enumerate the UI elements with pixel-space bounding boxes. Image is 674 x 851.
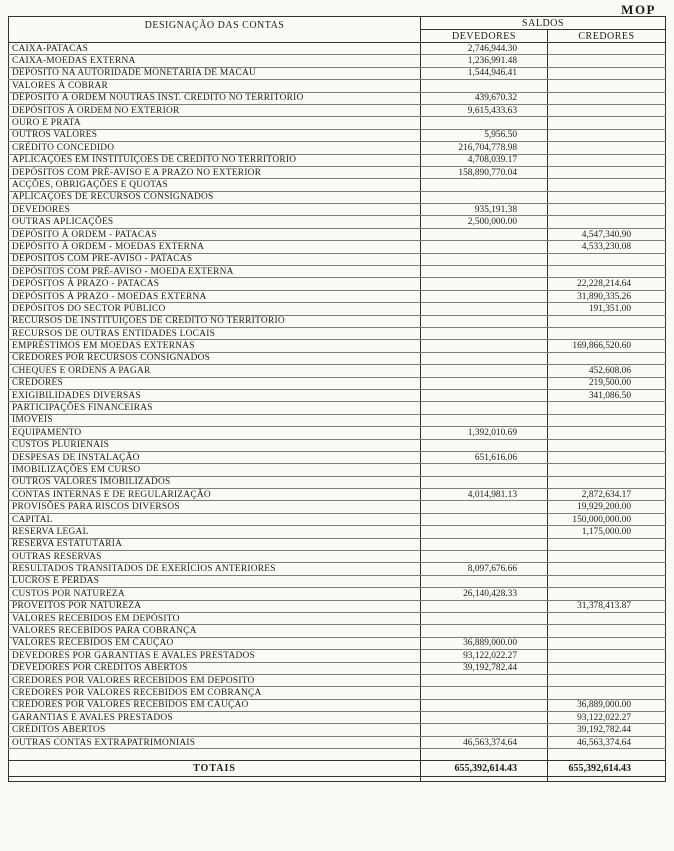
tail-spacer-row: [9, 777, 666, 782]
credores-amount: [548, 104, 666, 116]
credores-amount: 341,086.50: [548, 389, 666, 401]
table-row: [9, 129, 666, 141]
table-row: [9, 662, 666, 674]
credores-amount: [548, 117, 666, 129]
credores-amount: 46,563,374.64: [548, 736, 666, 748]
devedores-amount: [421, 179, 548, 191]
credores-amount: 31,378,413.87: [548, 600, 666, 612]
account-label: APLICAÇÕES DE RECURSOS CONSIGNADOS: [9, 191, 421, 203]
table-row: [9, 191, 666, 203]
table-row: [9, 266, 666, 278]
account-label: CREDORES POR VALORES RECEBIDOS EM DEPOSITO: [9, 674, 421, 686]
table-row: [9, 253, 666, 265]
credores-amount: [548, 80, 666, 92]
devedores-amount: 9,615,433.63: [421, 104, 548, 116]
credores-amount: [548, 142, 666, 154]
credores-amount: [548, 625, 666, 637]
table-row: [9, 427, 666, 439]
table-row: [9, 439, 666, 451]
table-row: [9, 104, 666, 116]
account-label: RESULTADOS TRANSITADOS DE EXERÍCIOS ANTERIORES: [9, 563, 421, 575]
devedores-amount: [421, 612, 548, 624]
devedores-amount: [421, 352, 548, 364]
account-label: CUSTOS PLURIENAIS: [9, 439, 421, 451]
credores-amount: [548, 266, 666, 278]
credores-amount: [548, 612, 666, 624]
credores-amount: [548, 687, 666, 699]
credores-amount: [548, 92, 666, 104]
account-label: CREDORES POR RECURSOS CONSIGNADOS: [9, 352, 421, 364]
devedores-amount: [421, 377, 548, 389]
credores-amount: [548, 55, 666, 67]
account-label: DEPÓSITOS COM PRÉ-AVISO E A PRAZO NO EXTERIOR: [9, 166, 421, 178]
account-label: EXIGIBILIDADES DIVERSAS: [9, 389, 421, 401]
devedores-amount: 2,500,000.00: [421, 216, 548, 228]
account-label: VALORES RECEBIDOS EM DEPÓSITO: [9, 612, 421, 624]
table-row: [9, 563, 666, 575]
col-header-devedores: DEVEDORES: [421, 30, 548, 43]
account-label: CUSTOS POR NATUREZA: [9, 588, 421, 600]
table-row: [9, 551, 666, 563]
credores-amount: [548, 179, 666, 191]
credores-amount: [548, 637, 666, 649]
devedores-amount: 39,192,782.44: [421, 662, 548, 674]
devedores-amount: 46,563,374.64: [421, 736, 548, 748]
devedores-amount: 2,746,944.30: [421, 43, 548, 55]
account-label: CREDORES: [9, 377, 421, 389]
credores-amount: 2,872,634.17: [548, 489, 666, 501]
devedores-amount: [421, 327, 548, 339]
credores-amount: [548, 674, 666, 686]
account-label: ACÇÕES, OBRIGAÇÕES E QUOTAS: [9, 179, 421, 191]
table-row: [9, 241, 666, 253]
account-label: DEPÓSITOS COM PRÉ-AVISO - PATACAS: [9, 253, 421, 265]
account-label: EMPRÉSTIMOS EM MOEDAS EXTERNAS: [9, 340, 421, 352]
devedores-amount: [421, 266, 548, 278]
account-label: OUTROS VALORES: [9, 129, 421, 141]
account-label: OUTRAS APLICAÇÕES: [9, 216, 421, 228]
table-row: [9, 588, 666, 600]
devedores-amount: [421, 278, 548, 290]
table-row: [9, 142, 666, 154]
totals-row: [9, 761, 666, 777]
devedores-amount: [421, 501, 548, 513]
devedores-amount: [421, 340, 548, 352]
table-row: [9, 43, 666, 55]
account-label: DEPÓSITOS À PRAZO - PATACAS: [9, 278, 421, 290]
credores-amount: [548, 464, 666, 476]
devedores-amount: [421, 191, 548, 203]
account-label: DEPÓSITOS DO SECTOR PÚBLICO: [9, 303, 421, 315]
table-row: [9, 513, 666, 525]
credores-amount: 39,192,782.44: [548, 724, 666, 736]
credores-amount: [548, 154, 666, 166]
credores-amount: [548, 166, 666, 178]
table-row: [9, 204, 666, 216]
table-row: [9, 278, 666, 290]
table-row: [9, 377, 666, 389]
devedores-amount: [421, 699, 548, 711]
totals-credores-amount: 655,392,614.43: [548, 761, 666, 777]
devedores-amount: 439,670.32: [421, 92, 548, 104]
account-label: RECURSOS DE OUTRAS ENTIDADES LOCAIS: [9, 327, 421, 339]
totals-devedores-amount: 655,392,614.43: [421, 761, 548, 777]
devedores-amount: 26,140,428.33: [421, 588, 548, 600]
account-label: GARANTIAS E AVALES PRESTADOS: [9, 712, 421, 724]
currency-label: MOP: [621, 2, 656, 17]
devedores-amount: [421, 389, 548, 401]
table-row: [9, 637, 666, 649]
devedores-amount: [421, 674, 548, 686]
table-row: [9, 216, 666, 228]
credores-amount: [548, 253, 666, 265]
credores-amount: [548, 402, 666, 414]
devedores-amount: [421, 414, 548, 426]
table-row: [9, 228, 666, 240]
credores-amount: 4,533,230.08: [548, 241, 666, 253]
table-row: [9, 612, 666, 624]
credores-amount: [548, 191, 666, 203]
table-row: [9, 489, 666, 501]
devedores-amount: [421, 625, 548, 637]
account-label: DEPÓSITO NA AUTORIDADE MONETÁRIA DE MACAU: [9, 67, 421, 79]
devedores-amount: [421, 315, 548, 327]
table-row: [9, 476, 666, 488]
devedores-amount: 1,544,946.41: [421, 67, 548, 79]
table-row: [9, 327, 666, 339]
devedores-amount: 4,014,981.13: [421, 489, 548, 501]
devedores-amount: 5,956.50: [421, 129, 548, 141]
account-label: RECURSOS DE INSTITUIÇÕES DE CRÉDITO NO TERRITÓRIO: [9, 315, 421, 327]
account-label: DEPÓSITOS À PRAZO - MOEDAS EXTERNA: [9, 290, 421, 302]
account-label: DEPÓSITO À ORDEM - MOEDAS EXTERNA: [9, 241, 421, 253]
credores-amount: [548, 575, 666, 587]
credores-amount: 4,547,340.90: [548, 228, 666, 240]
account-label: DEVEDORES POR GARANTIAS E AVALES PRESTADOS: [9, 650, 421, 662]
credores-amount: [548, 327, 666, 339]
credores-amount: 219,500.00: [548, 377, 666, 389]
table-row: [9, 166, 666, 178]
account-label: EQUIPAMENTO: [9, 427, 421, 439]
devedores-amount: 158,890,770.04: [421, 166, 548, 178]
devedores-amount: 4,708,039.17: [421, 154, 548, 166]
col-header-credores: CREDORES: [548, 30, 666, 43]
credores-amount: [548, 43, 666, 55]
devedores-amount: [421, 526, 548, 538]
account-label: OURO E PRATA: [9, 117, 421, 129]
accounts-table: [8, 16, 666, 782]
credores-amount: [548, 216, 666, 228]
credores-amount: [548, 67, 666, 79]
credores-amount: 169,866,520.60: [548, 340, 666, 352]
credores-amount: [548, 662, 666, 674]
devedores-amount: [421, 712, 548, 724]
devedores-amount: [421, 253, 548, 265]
account-label: DEVEDORES POR CRÉDITOS ABERTOS: [9, 662, 421, 674]
account-label: IMÓVEIS: [9, 414, 421, 426]
table-row: [9, 724, 666, 736]
credores-amount: [548, 551, 666, 563]
table-header: [9, 17, 666, 43]
devedores-amount: [421, 538, 548, 550]
account-label: APLICAÇÕES EM INSTITUIÇÕES DE CRÉDITO NO TERRITÓRIO: [9, 154, 421, 166]
table-row: [9, 154, 666, 166]
table-row: [9, 650, 666, 662]
credores-amount: 22,228,214.64: [548, 278, 666, 290]
devedores-amount: 1,392,010.69: [421, 427, 548, 439]
devedores-amount: [421, 513, 548, 525]
account-label: DEPÓSITOS À ORDEM NO EXTERIOR: [9, 104, 421, 116]
credores-amount: [548, 427, 666, 439]
account-label: RESERVA ESTATUTÁRIA: [9, 538, 421, 550]
credores-amount: [548, 476, 666, 488]
account-label: CRÉDITO CONCEDIDO: [9, 142, 421, 154]
devedores-amount: [421, 724, 548, 736]
devedores-amount: [421, 80, 548, 92]
account-label: IMOBILIZAÇÕES EM CURSO: [9, 464, 421, 476]
table-row: [9, 80, 666, 92]
credores-amount: 19,929,200.00: [548, 501, 666, 513]
table-row: [9, 501, 666, 513]
account-label: CREDORES POR VALORES RECEBIDOS EM COBRANÇA: [9, 687, 421, 699]
account-label: OUTRAS CONTAS EXTRAPATRIMONIAIS: [9, 736, 421, 748]
account-label: CREDORES POR VALORES RECEBIDOS EM CAUÇÃO: [9, 699, 421, 711]
credores-amount: 93,122,022.27: [548, 712, 666, 724]
table-row: [9, 92, 666, 104]
credores-amount: [548, 414, 666, 426]
account-label: VALORES RECEBIDOS PARA COBRANÇA: [9, 625, 421, 637]
col-header-saldos: SALDOS: [421, 17, 666, 30]
col-header-designacao: DESIGNAÇÃO DAS CONTAS: [9, 17, 421, 43]
credores-amount: [548, 439, 666, 451]
table-row: [9, 699, 666, 711]
table-row: [9, 736, 666, 748]
table-row: [9, 55, 666, 67]
table-row: [9, 389, 666, 401]
devedores-amount: [421, 551, 548, 563]
devedores-amount: [421, 464, 548, 476]
account-label: CAIXA-PATACAS: [9, 43, 421, 55]
credores-amount: 36,889,000.00: [548, 699, 666, 711]
table-row: [9, 402, 666, 414]
credores-amount: 150,000,000.00: [548, 513, 666, 525]
account-label: CAPITAL: [9, 513, 421, 525]
table-row: [9, 600, 666, 612]
devedores-amount: [421, 303, 548, 315]
account-label: LUCROS E PERDAS: [9, 575, 421, 587]
devedores-amount: 8,097,676.66: [421, 563, 548, 575]
credores-amount: [548, 538, 666, 550]
devedores-amount: 1,236,991.48: [421, 55, 548, 67]
devedores-amount: [421, 575, 548, 587]
table-row: [9, 340, 666, 352]
account-label: DEPÓSITO À ORDEM NOUTRAS INST. CRÉDITO NO TERRITÓRIO: [9, 92, 421, 104]
credores-amount: [548, 563, 666, 575]
account-label: DEVEDORES: [9, 204, 421, 216]
account-label: CAIXA-MOEDAS EXTERNA: [9, 55, 421, 67]
table-row: [9, 315, 666, 327]
credores-amount: 191,351.00: [548, 303, 666, 315]
table-row: [9, 179, 666, 191]
devedores-amount: 36,889,000.00: [421, 637, 548, 649]
table-row: [9, 365, 666, 377]
table-row: [9, 625, 666, 637]
account-label: PARTICIPAÇÕES FINANCEIRAS: [9, 402, 421, 414]
devedores-amount: [421, 402, 548, 414]
account-label: DEPÓSITOS COM PRÉ-AVISO - MOEDA EXTERNA: [9, 266, 421, 278]
devedores-amount: [421, 241, 548, 253]
account-label: CONTAS INTERNAS E DE REGULARIZAÇÃO: [9, 489, 421, 501]
table-row: [9, 451, 666, 463]
table-row: [9, 575, 666, 587]
table-row: [9, 303, 666, 315]
credores-amount: [548, 588, 666, 600]
account-label: OUTRAS RESERVAS: [9, 551, 421, 563]
account-label: RESERVA LEGAL: [9, 526, 421, 538]
table-row: [9, 674, 666, 686]
devedores-amount: [421, 600, 548, 612]
totals-label: TOTAIS: [9, 761, 421, 777]
accounts-body: [9, 43, 666, 749]
table-row: [9, 538, 666, 550]
account-label: OUTROS VALORES IMOBILIZADOS: [9, 476, 421, 488]
table-row: [9, 117, 666, 129]
account-label: CRÉDITOS ABERTOS: [9, 724, 421, 736]
credores-amount: [548, 204, 666, 216]
devedores-amount: [421, 228, 548, 240]
credores-amount: 452,608.06: [548, 365, 666, 377]
header-row-1: [9, 17, 666, 30]
account-label: DEPÓSITO À ORDEM - PATACAS: [9, 228, 421, 240]
account-label: PROVEITOS POR NATUREZA: [9, 600, 421, 612]
table-row: [9, 687, 666, 699]
credores-amount: [548, 451, 666, 463]
table-row: [9, 67, 666, 79]
credores-amount: 31,890,335.26: [548, 290, 666, 302]
account-label: DESPESAS DE INSTALAÇÃO: [9, 451, 421, 463]
devedores-amount: 651,616.06: [421, 451, 548, 463]
devedores-amount: 935,191.38: [421, 204, 548, 216]
table-row: [9, 712, 666, 724]
account-label: VALORES À COBRAR: [9, 80, 421, 92]
table-row: [9, 290, 666, 302]
devedores-amount: 216,704,778.98: [421, 142, 548, 154]
credores-amount: [548, 650, 666, 662]
table-row: [9, 352, 666, 364]
devedores-amount: [421, 365, 548, 377]
devedores-amount: [421, 290, 548, 302]
credores-amount: [548, 129, 666, 141]
table-row: [9, 526, 666, 538]
devedores-amount: [421, 476, 548, 488]
account-label: CHEQUES E ORDENS A PAGAR: [9, 365, 421, 377]
credores-amount: 1,175,000.00: [548, 526, 666, 538]
credores-amount: [548, 352, 666, 364]
table-row: [9, 464, 666, 476]
account-label: VALORES RECEBIDOS EM CAUÇÃO: [9, 637, 421, 649]
table-footer: [9, 749, 666, 782]
account-label: PROVISÕES PARA RISCOS DIVERSOS: [9, 501, 421, 513]
devedores-amount: [421, 687, 548, 699]
devedores-amount: 93,122,022.27: [421, 650, 548, 662]
devedores-amount: [421, 117, 548, 129]
spacer-row: [9, 749, 666, 761]
credores-amount: [548, 315, 666, 327]
devedores-amount: [421, 439, 548, 451]
table-row: [9, 414, 666, 426]
